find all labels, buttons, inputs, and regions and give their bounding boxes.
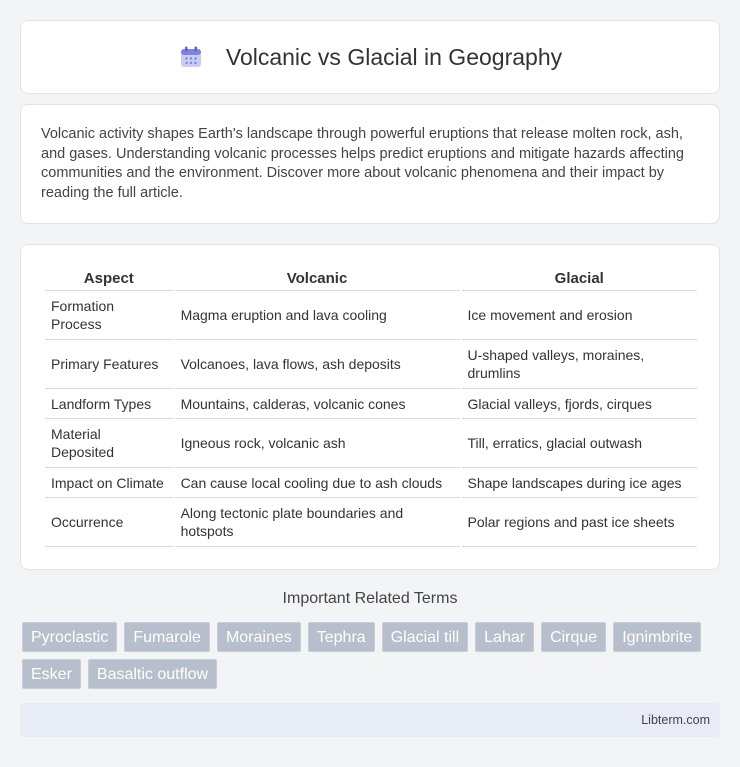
aspect-cell: Impact on Climate <box>45 468 173 498</box>
aspect-cell: Formation Process <box>45 291 173 340</box>
footer-brand-link[interactable]: Libterm.com <box>641 713 710 727</box>
volcanic-cell: Volcanoes, lava flows, ash deposits <box>175 340 460 389</box>
term-tag[interactable]: Pyroclastic <box>22 622 117 652</box>
volcanic-cell: Igneous rock, volcanic ash <box>175 419 460 468</box>
term-tag[interactable]: Lahar <box>475 622 534 652</box>
volcanic-cell: Along tectonic plate boundaries and hotspots <box>175 498 460 547</box>
glacial-cell: U-shaped valleys, moraines, drumlins <box>462 340 697 389</box>
intro-card <box>20 104 720 224</box>
comparison-card <box>20 244 720 570</box>
comparison-table <box>43 267 699 547</box>
table-row <box>45 498 697 547</box>
aspect-cell: Material Deposited <box>45 419 173 468</box>
term-tag[interactable]: Cirque <box>541 622 606 652</box>
term-tag[interactable]: Basaltic outflow <box>88 659 217 689</box>
term-tag[interactable]: Glacial till <box>382 622 468 652</box>
glacial-cell: Glacial valleys, fjords, cirques <box>462 389 697 419</box>
volcanic-cell: Mountains, calderas, volcanic cones <box>175 389 460 419</box>
glacial-cell: Till, erratics, glacial outwash <box>462 419 697 468</box>
term-tag[interactable]: Tephra <box>308 622 375 652</box>
page-title: Volcanic vs Glacial in Geography <box>225 43 563 70</box>
calendar-icon <box>178 44 204 70</box>
related-terms-list <box>22 622 722 696</box>
title-card <box>20 20 720 94</box>
term-tag[interactable]: Ignimbrite <box>613 622 701 652</box>
volcanic-cell: Can cause local cooling due to ash clouds <box>175 468 460 498</box>
term-tag[interactable]: Fumarole <box>124 622 210 652</box>
glacial-cell: Shape landscapes during ice ages <box>462 468 697 498</box>
table-row <box>45 468 697 498</box>
header-glacial: Glacial <box>462 267 697 291</box>
intro-text: Volcanic activity shapes Earth's landscape through powerful eruptions that release molten rock, ash, and gases. Understanding volcanic processes helps predict eruptions and mitigate hazards affecting communities and the environment. Discover more about volcanic phenomena and their impact by reading the full article. <box>41 126 684 201</box>
term-tag[interactable]: Esker <box>22 659 81 689</box>
glacial-cell: Polar regions and past ice sheets <box>462 498 697 547</box>
aspect-cell: Landform Types <box>45 389 173 419</box>
related-terms-title: Important Related Terms <box>282 590 458 607</box>
table-row <box>45 291 697 340</box>
header-volcanic: Volcanic <box>175 267 460 291</box>
aspect-cell: Occurrence <box>45 498 173 547</box>
table-row <box>45 419 697 468</box>
volcanic-cell: Magma eruption and lava cooling <box>175 291 460 340</box>
table-header-row <box>45 267 697 291</box>
table-row <box>45 340 697 389</box>
header-aspect: Aspect <box>45 267 173 291</box>
table-row <box>45 389 697 419</box>
aspect-cell: Primary Features <box>45 340 173 389</box>
term-tag[interactable]: Moraines <box>217 622 301 652</box>
glacial-cell: Ice movement and erosion <box>462 291 697 340</box>
footer <box>20 703 720 737</box>
